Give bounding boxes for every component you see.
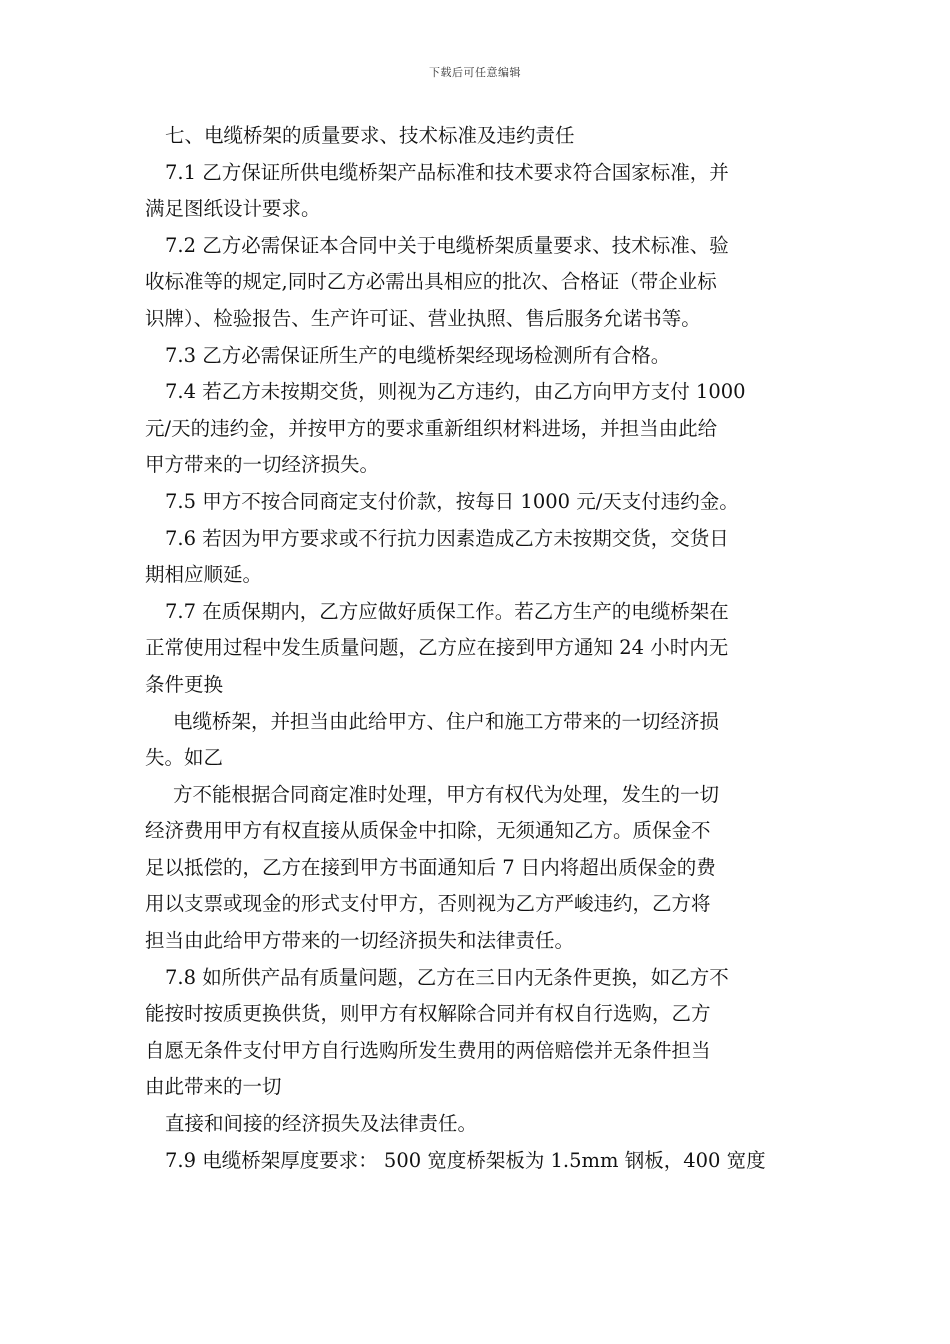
document-line: 7.6 若因为甲方要求或不行抗力因素造成乙方未按期交货，交货日 <box>165 526 729 550</box>
document-line: 由此带来的一切 <box>145 1075 282 1099</box>
document-line: 甲方带来的一切经济损失。 <box>145 453 380 477</box>
document-line: 经济费用甲方有权直接从质保金中扣除，无须通知乙方。质保金不 <box>145 819 711 843</box>
document-line: 期相应顺延。 <box>145 563 263 587</box>
document-line: 方不能根据合同商定准时处理，甲方有权代为处理，发生的一切 <box>173 782 720 806</box>
document-line: 七、电缆桥架的质量要求、技术标准及违约责任 <box>165 124 575 147</box>
document-line: 7.5 甲方不按合同商定支付价款，按每日 1000 元/天支付违约金。 <box>165 489 739 513</box>
document-body <box>145 118 810 1179</box>
document-line: 自愿无条件支付甲方自行选购所发生费用的两倍赔偿并无条件担当 <box>145 1038 711 1062</box>
page-header-note: 下载后可任意编辑 <box>429 66 521 79</box>
document-line: 元/天的违约金，并按甲方的要求重新组织材料进场，并担当由此给 <box>145 416 718 440</box>
document-line: 担当由此给甲方带来的一切经济损失和法律责任。 <box>145 929 575 953</box>
document-line: 条件更换 <box>145 672 224 696</box>
document-line: 7.8 如所供产品有质量问题，乙方在三日内无条件更换，如乙方不 <box>165 965 729 989</box>
document-line: 正常使用过程中发生质量问题，乙方应在接到甲方通知 24 小时内无 <box>145 636 729 660</box>
document-line: 电缆桥架，并担当由此给甲方、住户和施工方带来的一切经济损 <box>173 709 720 733</box>
document-line: 失。如乙 <box>145 746 224 770</box>
document-line: 7.9 电缆桥架厚度要求： 500 宽度桥架板为 1.5mm 钢板，400 宽度 <box>165 1148 766 1172</box>
document-line: 直接和间接的经济损失及法律责任。 <box>165 1112 478 1136</box>
document-line: 满足图纸设计要求。 <box>145 197 321 221</box>
document-line: 用以支票或现金的形式支付甲方，否则视为乙方严峻违约，乙方将 <box>145 892 711 916</box>
document-line: 7.7 在质保期内，乙方应做好质保工作。若乙方生产的电缆桥架在 <box>165 599 729 623</box>
document-line: 收标准等的规定,同时乙方必需出具相应的批次、合格证（带企业标 <box>145 270 717 294</box>
document-line: 7.3 乙方必需保证所生产的电缆桥架经现场检测所有合格。 <box>165 343 671 367</box>
document-line: 7.2 乙方必需保证本合同中关于电缆桥架质量要求、技术标准、验 <box>165 233 729 257</box>
document-line: 能按时按质更换供货，则甲方有权解除合同并有权自行选购，乙方 <box>145 1002 711 1026</box>
document-line: 识牌）、检验报告、生产许可证、营业执照、售后服务允诺书等。 <box>145 306 701 330</box>
document-line: 7.4 若乙方未按期交货，则视为乙方违约，由乙方向甲方支付 1000 <box>165 380 746 404</box>
document-line: 足以抵偿的，乙方在接到甲方书面通知后 7 日内将超出质保金的费 <box>145 855 716 879</box>
document-line: 7.1 乙方保证所供电缆桥架产品标准和技术要求符合国家标准，并 <box>165 160 729 184</box>
